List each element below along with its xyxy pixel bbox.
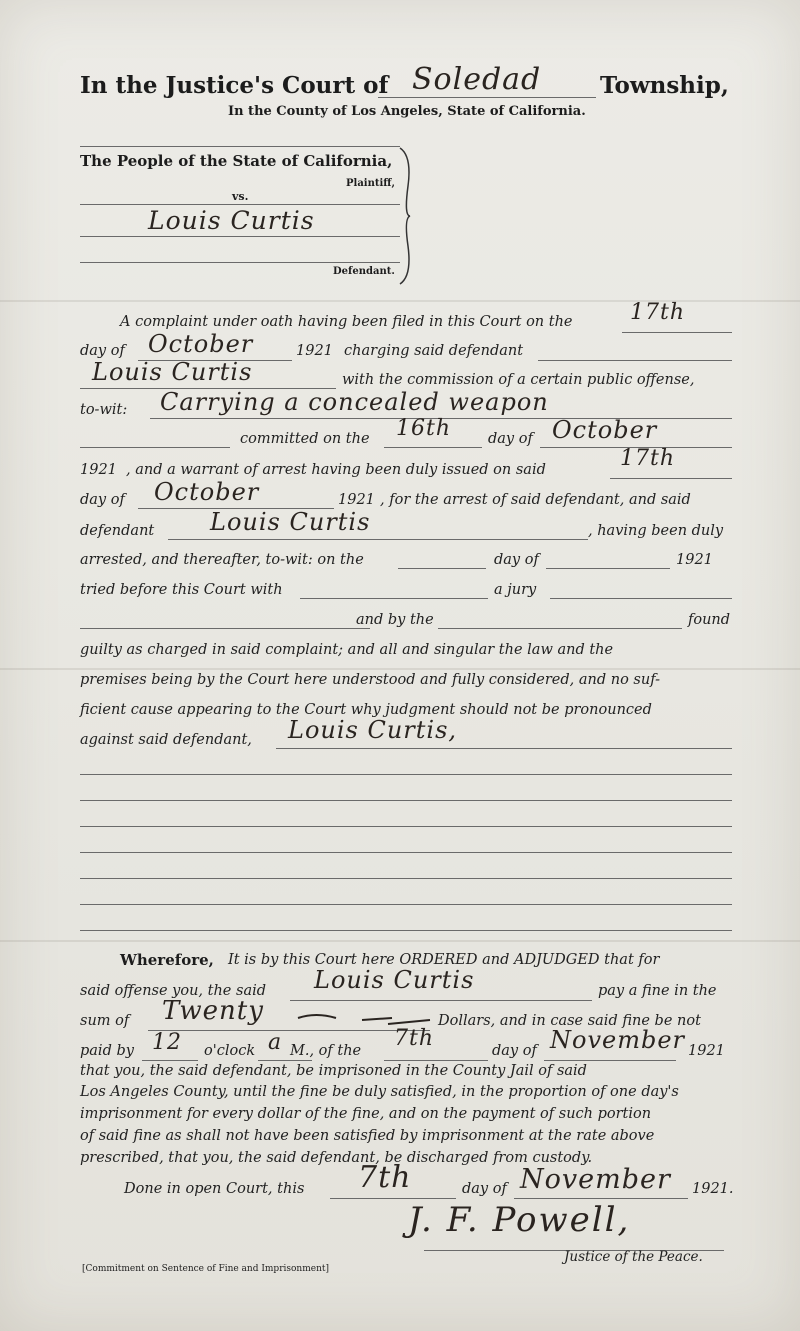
blank-rule [80,930,732,931]
complaint-line-10a: tried before this Court with [80,582,283,598]
plaintiff-label: Plaintiff, [346,178,395,189]
complaint-line-11b: found [688,612,731,628]
blank-rule [384,447,482,448]
blank-rule [398,568,486,569]
done-line-a: Done in open Court, this [124,1181,305,1197]
blank-rule [514,1198,688,1199]
pay-day: 7th [394,1026,435,1051]
blank-rule [80,774,732,775]
complaint-line-6b: , and a warrant of arrest having been duly issued on said [126,462,546,478]
fold-crease [0,668,800,670]
blank-rule [80,447,230,448]
blank-rule [384,1060,488,1061]
defendant-label: Defendant. [333,266,395,277]
blank-rule [258,1060,312,1061]
versus-label: vs. [232,190,249,203]
blank-rule [550,598,732,599]
caption-top-rule [80,146,400,147]
blank-rule [610,478,732,479]
judgment-line-3a: sum of [80,1013,130,1029]
county-line: In the County of Los Angeles, State of California. [228,104,586,119]
judgment-line-2a: said offense you, the said [80,983,267,999]
caption-rule [80,262,400,263]
complaint-line-11a: and by the [356,612,434,628]
pay-year: 1921 [688,1043,725,1059]
pay-hour: 12 [152,1030,182,1055]
blank-rule [300,598,488,599]
blank-rule [80,878,732,879]
blank-rule [290,1000,592,1001]
complaint-line-9a: arrested, and thereafter, to-wit: on the [80,552,364,568]
judgment-line-2b: pay a fine in the [598,983,717,999]
court-prefix: In the Justice's Court of [80,72,389,99]
judgment-defendant-name: Louis Curtis [314,966,475,994]
blank-rule [622,332,732,333]
filed-month: October [148,330,254,358]
fold-crease [0,940,800,942]
blank-rule [80,800,732,801]
complaint-line-7-year: 1921 [338,492,375,508]
blank-rule [546,568,670,569]
defendant-name-2: Louis Curtis [210,508,371,536]
caption-bracket [396,146,418,286]
justice-signature: J. F. Powell, [408,1200,631,1240]
plaintiff-name: The People of the State of California, [80,152,393,170]
blank-rule [538,360,732,361]
judgment-line-3b: Dollars, and in case said fine be not [438,1013,701,1029]
complaint-line-2-year: 1921 [296,343,333,359]
fine-amount: Twenty [162,996,264,1026]
justice-title: Justice of the Peace. [564,1249,703,1265]
caption-defendant-name: Louis Curtis [148,206,315,235]
defendant-name: Louis Curtis [92,358,253,386]
township-name: Soledad [412,62,542,97]
done-month: November [520,1164,671,1195]
complaint-line-6-year: 1921 [80,462,117,478]
blank-rule [80,852,732,853]
offense: Carrying a concealed weapon [160,388,549,416]
caption-rule [80,204,400,205]
complaint-line-5b: day of [488,431,533,447]
judgment-line-5: that you, the said defendant, be imprisoned in the County Jail of said [80,1063,587,1079]
judgment-line-6: Los Angeles County, until the fine be duly satisfied, in the proportion of one day's [80,1084,679,1100]
defendant-name-3: Louis Curtis, [288,716,458,744]
complaint-line-5a: committed on the [240,431,370,447]
blank-rule [80,628,370,629]
judgment-line-7: imprisonment for every dollar of the fine, and on the payment of such portion [80,1106,652,1122]
blank-rule [438,628,682,629]
wherefore-label: Wherefore, [120,951,214,969]
complaint-line-9b: day of [494,552,539,568]
pay-meridiem: a [268,1030,283,1055]
blank-rule [142,1060,198,1061]
complaint-line-7b: , for the arrest of said defendant, and said [380,492,691,508]
complaint-line-15a: against said defendant, [80,732,252,748]
complaint-line-2a: day of [80,343,125,359]
complaint-line-7a: day of [80,492,125,508]
complaint-line-14: ficient cause appearing to the Court why judgment should not be pronounced [80,702,652,718]
blank-rule [544,1060,676,1061]
warrant-day: 17th [620,446,676,471]
warrant-month: October [154,478,260,506]
judgment-line-4a: paid by [80,1043,134,1059]
judgment-line-8: of said fine as shall not have been satisfied by imprisonment at the rate above [80,1128,655,1144]
complaint-line-1: A complaint under oath having been filed in this Court on the [120,314,573,330]
complaint-line-9-year: 1921 [676,552,713,568]
judgment-line-4d: day of [492,1043,537,1059]
done-year: 1921. [692,1181,734,1197]
court-suffix: Township, [600,72,729,99]
complaint-line-8b: , having been duly [588,523,724,539]
complaint-line-10b: a jury [494,582,537,598]
blank-rule [148,1030,430,1031]
form-label: [Commitment on Sentence of Fine and Imprisonment] [82,1264,329,1274]
blank-rule [80,904,732,905]
complaint-line-13: premises being by the Court here understood and fully considered, and no suf- [80,672,660,688]
done-line-b: day of [462,1181,507,1197]
complaint-line-2b: charging said defendant [344,343,524,359]
blank-rule [276,748,732,749]
complaint-line-12: guilty as charged in said complaint; and all and singular the law and the [80,642,614,658]
judgment-line-9: prescribed, that you, the said defendant, be discharged from custody. [80,1150,593,1166]
done-day: 7th [358,1160,412,1195]
complaint-line-3b: with the commission of a certain public offense, [342,372,695,388]
committed-day: 16th [396,416,452,441]
blank-rule [330,1198,456,1199]
pay-month: November [550,1026,686,1054]
caption-rule [80,236,400,237]
complaint-line-4a: to-wit: [80,402,128,418]
blank-rule [80,826,732,827]
judgment-line-4b: o'clock [204,1043,256,1059]
township-rule [378,97,596,98]
blank-rule [168,539,588,540]
filed-day: 17th [630,300,686,325]
judgment-line-1b: It is by this Court here ORDERED and ADJUDGED that for [228,952,660,968]
committed-month: October [552,416,658,444]
judgment-line-4c: M., of the [290,1043,362,1059]
complaint-line-8a: defendant [80,523,155,539]
